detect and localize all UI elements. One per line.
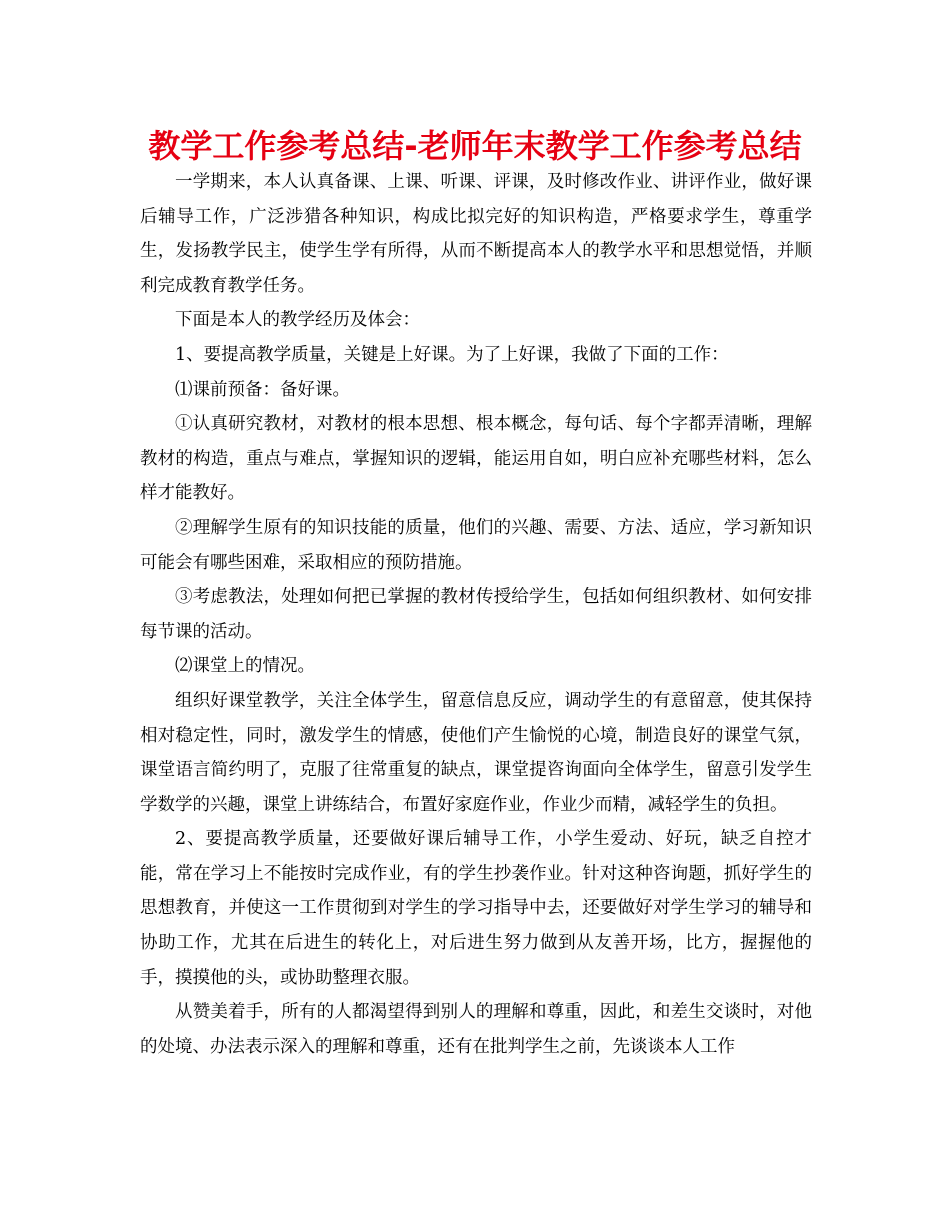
paragraph: ②理解学生原有的知识技能的质量，他们的兴趣、需要、方法、适应，学习新知识可能会有哪些困难，采取相应的预防措施。 <box>140 517 812 573</box>
paragraph: 一学期来，本人认真备课、上课、听课、评课，及时修改作业、讲评作业，做好课后辅导工作，广泛涉猎各种知识，构成比拟完好的知识构造，严格要求学生，尊重学生，发扬教学民主，使学生学有所得，从而不断提高本人的教学水平和思想觉悟，并顺利完成教育教学任务。 <box>140 172 812 296</box>
document-title: 教学工作参考总结-老师年末教学工作参考总结 <box>148 127 802 165</box>
paragraph: 下面是本人的教学经历及体会： <box>175 310 420 331</box>
paragraph: ⑴课前预备：备好课。 <box>175 379 350 400</box>
document-body <box>140 165 812 1064</box>
paragraph: 1、要提高教学质量，关键是上好课。为了上好课，我做了下面的工作： <box>175 344 729 365</box>
paragraph: 2、要提高教学质量，还要做好课后辅导工作，小学生爱动、好玩，缺乏自控才能，常在学习上不能按时完成作业，有的学生抄袭作业。针对这种咨询题，抓好学生的思想教育，并使这一工作贯彻到对学生的学习指导中去，还要做好对学生学习的辅导和协助工作，尤其在后进生的转化上，对后进生努力做到从友善开场，比方，握握他的手，摸摸他的头，或协助整理衣服。 <box>140 829 812 988</box>
paragraph: ③考虑教法，处理如何把已掌握的教材传授给学生，包括如何组织教材、如何安排每节课的活动。 <box>140 587 812 642</box>
paragraph: ①认真研究教材，对教材的根本思想、根本概念，每句话、每个字都弄清晰，理解教材的构造，重点与难点，掌握知识的逻辑，能运用自如，明白应补充哪些材料，怎么样才能教好。 <box>140 414 812 504</box>
paragraph: 从赞美着手，所有的人都渴望得到别人的理解和尊重，因此，和差生交谈时，对他的处境、办法表示深入的理解和尊重，还有在批判学生之前，先谈谈本人工作 <box>140 1002 812 1057</box>
paragraph: ⑵课堂上的情况。 <box>175 656 315 677</box>
paragraph: 组织好课堂教学，关注全体学生，留意信息反应，调动学生的有意留意，使其保持相对稳定性，同时，激发学生的情感，使他们产生愉悦的心境，制造良好的课堂气氛，课堂语言简约明了，克服了往常重复的缺点，课堂提咨询面向全体学生，留意引发学生学数学的兴趣，课堂上讲练结合，布置好家庭作业，作业少而精，减轻学生的负担。 <box>140 690 812 815</box>
